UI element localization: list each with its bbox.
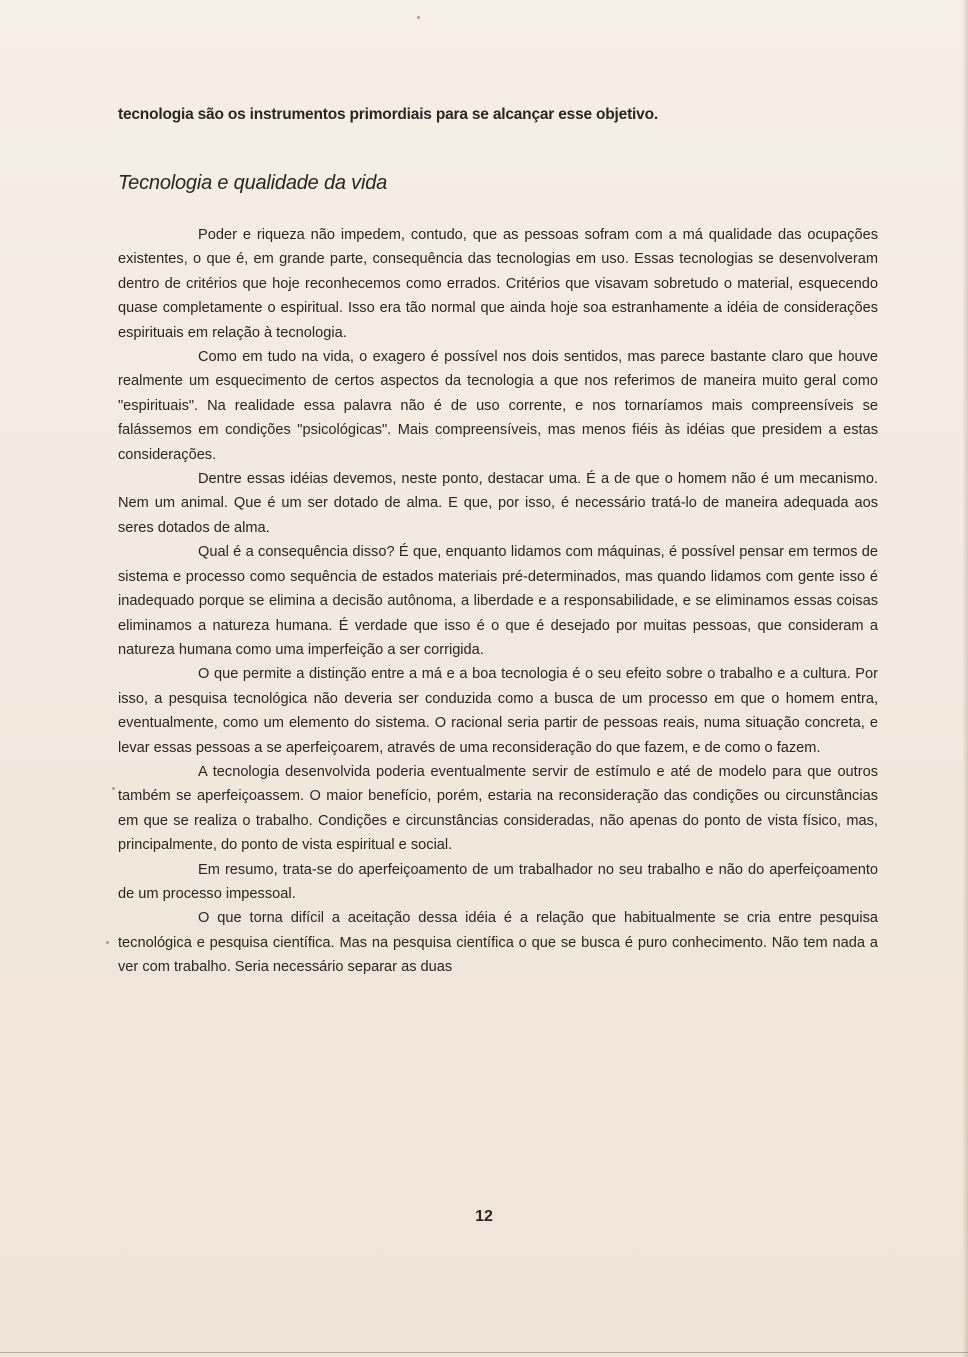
paragraph: Como em tudo na vida, o exagero é possível nos dois sentidos, mas parece bastante claro que houve realmente um esquecimento de certos aspectos da tecnologia a que nos referimos de maneira muito geral como "espirituais". Na realidade essa palavra não é de uso corrente, e nos tornaríamos mais compreensíveis se falássemos em condições "psicológicas". Mais compreensíveis, mas menos fiéis às idéias que presidem a estas considerações. (118, 349, 878, 463)
page-number: 12 (475, 1208, 493, 1225)
paragraph: Em resumo, trata-se do aperfeiçoamento de um trabalhador no seu trabalho e não do aperfeiçoamento de um processo impessoal. (118, 861, 878, 902)
page-content (118, 102, 878, 980)
paragraph: Qual é a consequência disso? É que, enquanto lidamos com máquinas, é possível pensar em termos de sistema e processo como sequência de estados materiais pré-determinados, mas quando lidamos com gente isso é inadequado porque se elimina a decisão autônoma, a liberdade e a responsabilidade, e se eliminamos essas coisas eliminamos a natureza humana. É verdade que isso é o que é desejado por muitas pessoas, que consideram a natureza humana como uma imperfeição a ser corrigida. (118, 544, 878, 658)
paragraph: A tecnologia desenvolvida poderia eventualmente servir de estímulo e até de modelo para que outros também se aperfeiçoassem. O maior benefício, porém, estaria na reconsideração das condições ou circunstâncias em que se realiza o trabalho. Condições e circunstâncias consideradas, não apenas do ponto de vista físico, mas, principalmente, do ponto de vista espiritual e social. (118, 763, 878, 854)
paragraph: O que torna difícil a aceitação dessa idéia é a relação que habitualmente se cria entre pesquisa tecnológica e pesquisa científica. Mas na pesquisa científica o que se busca é puro conhecimento. Não tem nada a ver com trabalho. Seria necessário separar as duas (118, 910, 878, 976)
paragraph: O que permite a distinção entre a má e a boa tecnologia é o seu efeito sobre o trabalho e a cultura. Por isso, a pesquisa tecnológica não deveria ser conduzida como a busca de um processo em que o homem entra, eventualmente, como um elemento do sistema. O racional seria partir de pessoas reais, numa situação concreta, e levar essas pessoas a se aperfeiçoarem, através de uma reconsideração do que fazem, e de como o fazem. (118, 666, 878, 756)
page-bottom-edge (0, 1352, 968, 1353)
page-edge-shadow (962, 0, 968, 1357)
paragraph: Dentre essas idéias devemos, neste ponto, destacar uma. É a de que o homem não é um mecanismo. Nem um animal. Que é um ser dotado de alma. E que, por isso, é necessário tratá-lo de maneira adequada aos seres dotados de alma. (118, 471, 878, 536)
print-speck (106, 941, 109, 944)
lead-line: tecnologia são os instrumentos primordiais para se alcançar esse objetivo. (118, 106, 658, 123)
print-speck (112, 787, 115, 790)
print-speck (417, 16, 420, 19)
paragraph: Poder e riqueza não impedem, contudo, que as pessoas sofram com a má qualidade das ocupações existentes, o que é, em grande parte, consequência das tecnologias em uso. Essas tecnologias se desenvolveram dentro de critérios que hoje reconhecemos como errados. Critérios que visavam sobretudo o material, esquecendo quase completamente o espiritual. Isso era tão normal que ainda hoje soa estranhamente a idéia de considerações espirituais em relação à tecnologia. (118, 227, 878, 341)
section-heading: Tecnologia e qualidade da vida (118, 172, 388, 194)
body-text (118, 223, 878, 980)
